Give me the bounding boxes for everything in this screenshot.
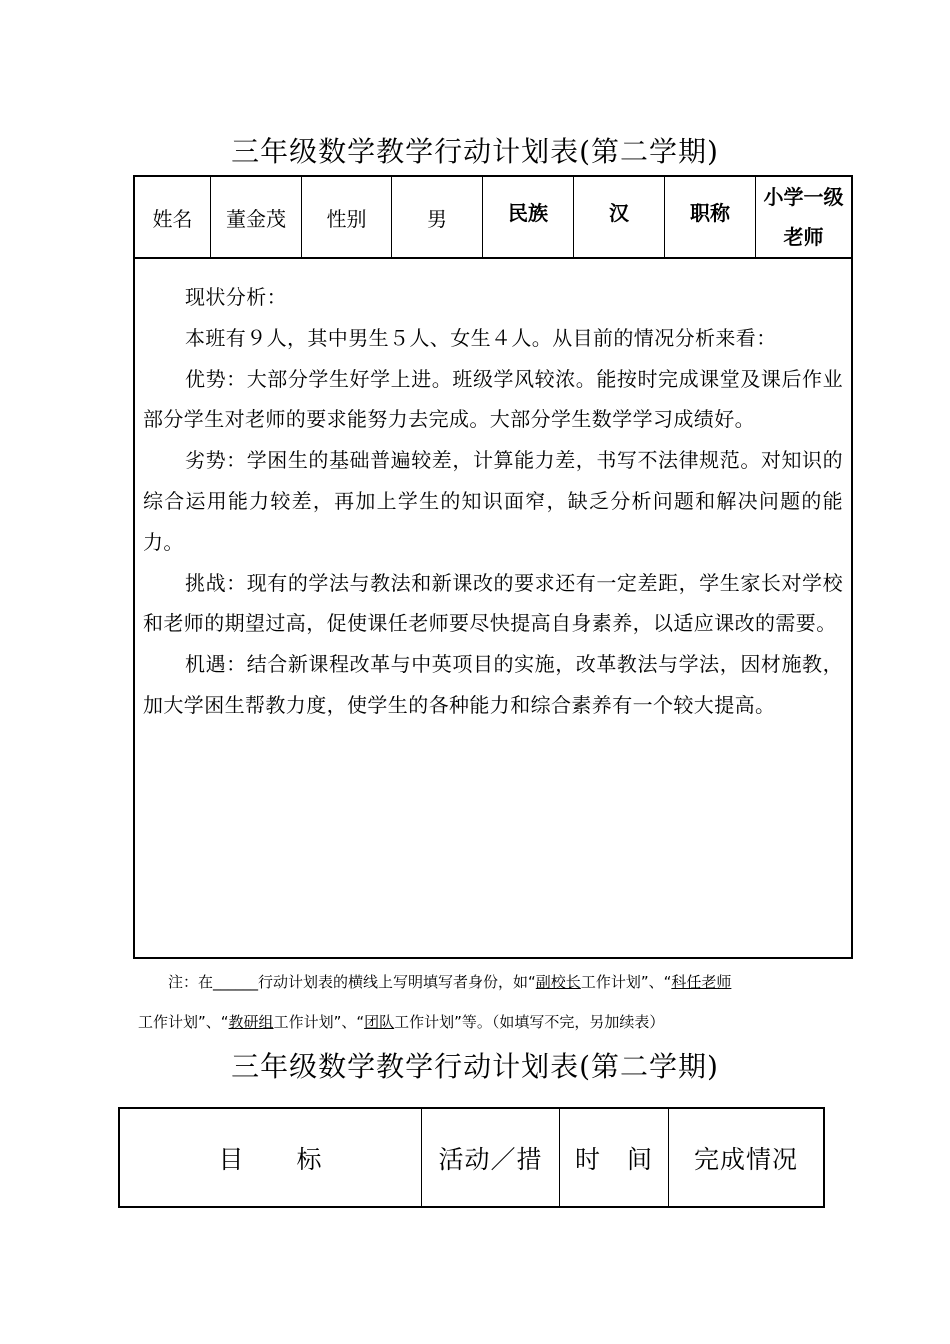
- status-analysis: [143, 277, 843, 726]
- goal-header: 目 标: [120, 1109, 422, 1206]
- teacher-info-row: [135, 177, 851, 259]
- challenges-paragraph: 挑战：现有的学法与教法和新课改的要求还有一定差距，学生家长对学校和老师的期望过高，促使课任老师要尽快提高自身素养，以适应课改的需要。: [143, 570, 843, 636]
- note-text: 工作计划”、“: [273, 1013, 365, 1031]
- note-text: 工作计划”、“: [580, 973, 672, 991]
- footnote: [138, 962, 848, 1042]
- page-title: 三年级数学教学行动计划表(第二学期): [231, 135, 719, 168]
- completion-header: 完成情况: [693, 1144, 798, 1174]
- note-role: 副校长: [535, 973, 581, 991]
- goals-table: [118, 1107, 825, 1208]
- title-value: 小学一级老师: [763, 185, 844, 249]
- plan-table: [133, 175, 853, 959]
- note-role: 教研组: [228, 1013, 274, 1031]
- footnote-line: [138, 1002, 848, 1042]
- note-role: 团队: [364, 1013, 395, 1031]
- activity-header: 活动／措: [422, 1109, 560, 1206]
- note-role: 科任老师: [671, 973, 732, 991]
- opportunities-paragraph: 机遇：结合新课程改革与中英项目的实施，改革教法与学法，因材施教，加大学困生帮教力度，使学生的各种能力和综合素养有一个较大提高。: [143, 652, 843, 717]
- ethnicity-label: 民族: [483, 177, 574, 257]
- note-text: 行动计划表的横线上写明填写者身份，如“: [258, 973, 536, 991]
- class-summary: 本班有９人，其中男生５人、女生４人。从目前的情况分析来看：: [185, 325, 777, 350]
- analysis-heading: 现状分析：: [185, 285, 287, 309]
- footnote-line: [138, 962, 848, 1002]
- note-prefix: 注：在: [168, 973, 214, 991]
- note-text: 工作计划”等。（如填写不完，另加续表）: [394, 1013, 665, 1031]
- second-page-title: 三年级数学教学行动计划表(第二学期): [231, 1050, 719, 1083]
- title-label: 职称: [665, 177, 756, 257]
- gender-label: 性别: [302, 177, 392, 257]
- ethnicity-value: 汉: [574, 177, 665, 257]
- name-label: 姓名: [135, 177, 211, 257]
- gender-value: 男: [392, 177, 483, 257]
- time-header: 时 间: [560, 1109, 669, 1206]
- note-text: 工作计划”、“: [138, 1013, 229, 1031]
- note-blank: ______: [213, 973, 259, 991]
- strengths-paragraph: 优势：大部分学生好学上进。班级学风较浓。能按时完成课堂及课后作业部分学生对老师的要求能努力去完成。大部分学生数学学习成绩好。: [143, 366, 843, 432]
- name-value: 董金茂: [211, 177, 302, 257]
- weaknesses-paragraph: 劣势：学困生的基础普遍较差，计算能力差，书写不法律规范。对知识的综合运用能力较差，再加上学生的知识面窄，缺乏分析问题和解决问题的能力。: [143, 448, 843, 554]
